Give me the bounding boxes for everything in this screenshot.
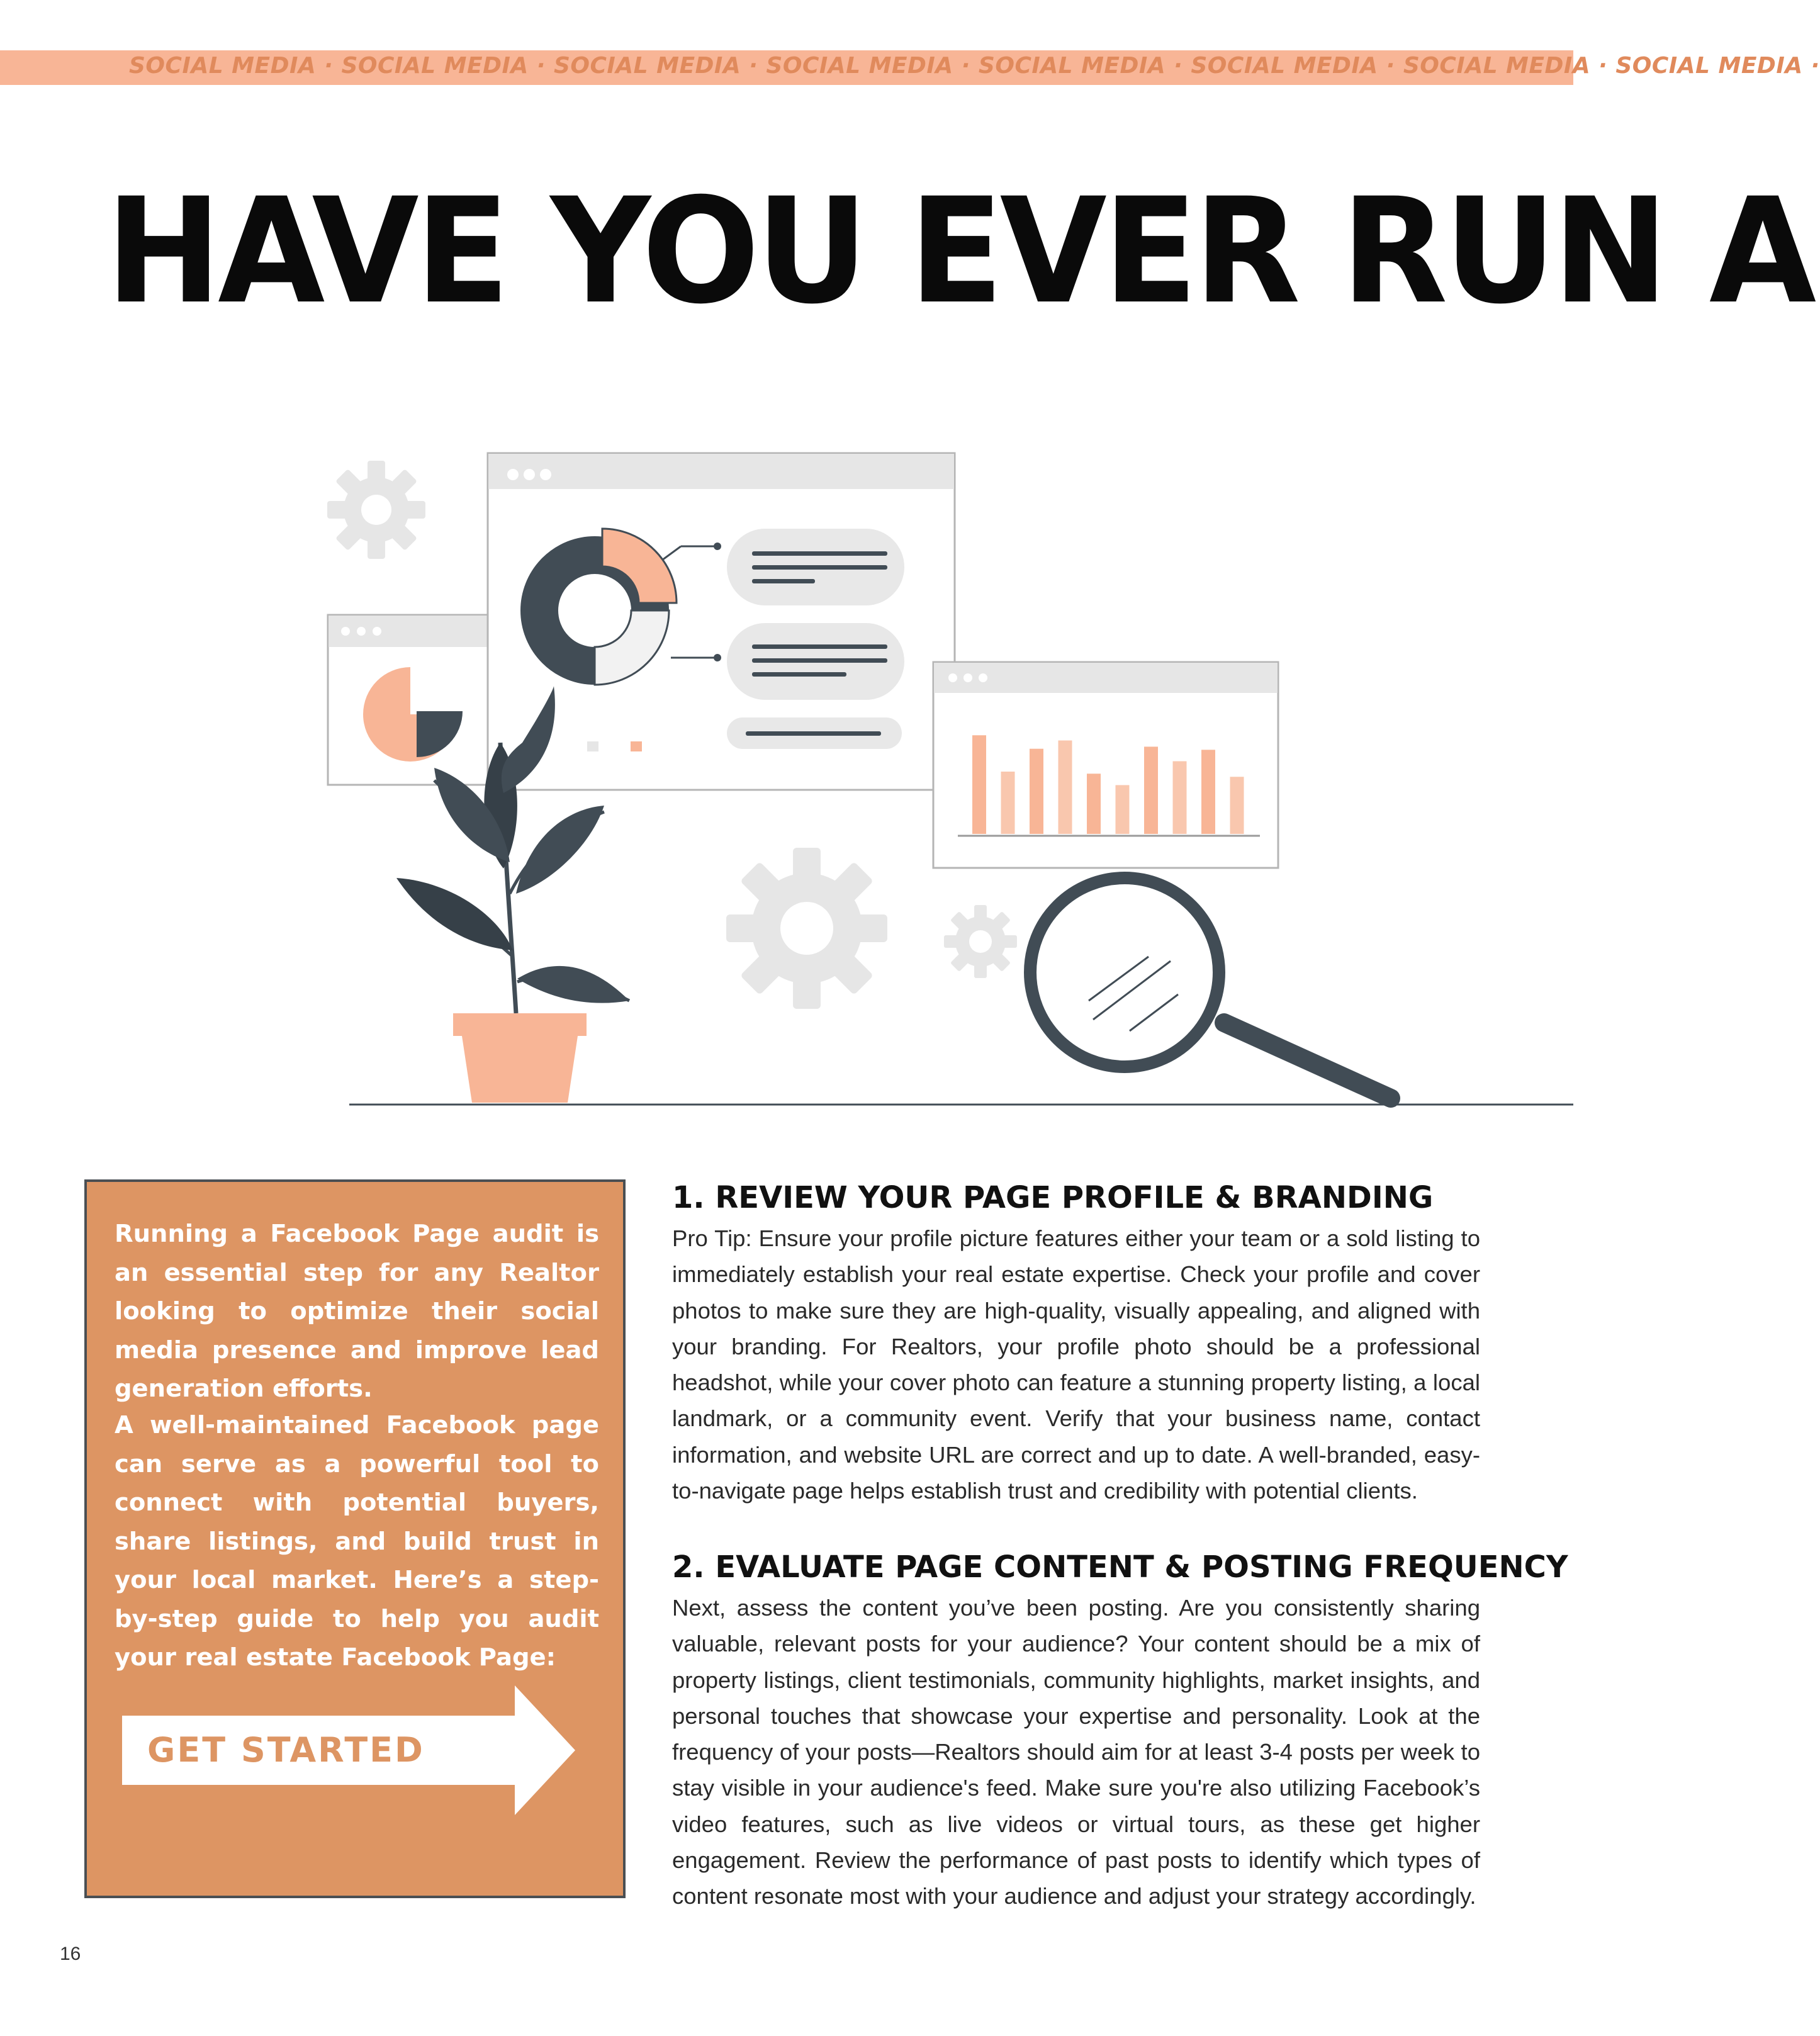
section-evaluate-content xyxy=(672,1548,1568,1915)
section-review-profile xyxy=(672,1179,1480,1509)
gear-icon xyxy=(929,890,1032,993)
page-title: HAVE YOU EVER RUN A xyxy=(106,166,1813,336)
section-banner xyxy=(0,50,1820,85)
get-started-label: GET STARTED xyxy=(147,1730,425,1770)
data-analysis-illustration xyxy=(0,403,1573,1120)
bar-6 xyxy=(1116,785,1130,834)
bar-10 xyxy=(1230,777,1244,834)
pie-chart-window xyxy=(328,615,510,785)
bar-7 xyxy=(1144,746,1158,834)
intro-paragraph: Running a Facebook Page audit is an essential step for any Realtor looking to optimize their social media presence and improve lead generation efforts. xyxy=(115,1220,599,1403)
get-started-button[interactable] xyxy=(122,1685,575,1815)
section-body: Next, assess the content you’ve been posting. Are you consistently sharing valuable, relevant posts for your audience? Your content should be a mix of property listings, client testimonials, community highlights, market insights, and personal touches that showcase your expertise and personality. Look at the frequency of your posts—Realtors should aim for at least 3-4 posts per week to stay visible in your audience's feed. Make sure you're also utilizing Facebook’s video features, such as live videos or virtual tours, as these get higher engagement. Review the performance of past posts to identify which types of content resonate most with your audience and adjust your strategy accordingly. xyxy=(672,1595,1480,1909)
intro-callout xyxy=(84,1179,626,1898)
banner-text: SOCIAL MEDIA · SOCIAL MEDIA · SOCIAL MEDIA · SOCIAL MEDIA · SOCIAL MEDIA · SOCIAL MEDIA · SOCIAL MEDIA · SOCIAL MEDIA · xyxy=(129,53,1820,79)
bar-3 xyxy=(1030,749,1043,834)
bar-8 xyxy=(1173,762,1187,835)
bar-1 xyxy=(972,735,986,834)
section-heading: 1. REVIEW YOUR PAGE PROFILE & BRANDING xyxy=(672,1180,1434,1215)
bar-9 xyxy=(1201,750,1215,834)
bar-5 xyxy=(1087,773,1101,834)
bar-chart-window xyxy=(933,662,1278,868)
section-body: Pro Tip: Ensure your profile picture features either your team or a sold listing to immediately establish your real estate expertise. Check your profile and cover photos to make sure they are high-quality, visually appealing, and aligned with your branding. For Realtors, your profile photo should be a professional headshot, while your cover photo can feature a stunning property listing, a local landmark, or a community event. Verify that your business name, contact information, and website URL are correct and up to date. A well-branded, easy-to-navigate page helps establish trust and credibility with potential clients. xyxy=(672,1225,1480,1504)
bar-2 xyxy=(1001,772,1015,834)
gear-icon xyxy=(307,441,446,580)
bar-4 xyxy=(1059,741,1072,835)
magnifier-icon xyxy=(1030,878,1391,1098)
gear-icon xyxy=(693,814,921,1042)
dashboard-window xyxy=(488,453,955,790)
section-heading: 2. EVALUATE PAGE CONTENT & POSTING FREQUENCY xyxy=(672,1549,1568,1585)
intro-paragraph-2: A well-maintained Facebook page can serve as a powerful tool to connect with potential buyers, share listings, and build trust in your local market. Here’s a step-by-step guide to help you audit your real estate Facebook Page: xyxy=(115,1411,599,1672)
page-number: 16 xyxy=(60,1943,81,1964)
